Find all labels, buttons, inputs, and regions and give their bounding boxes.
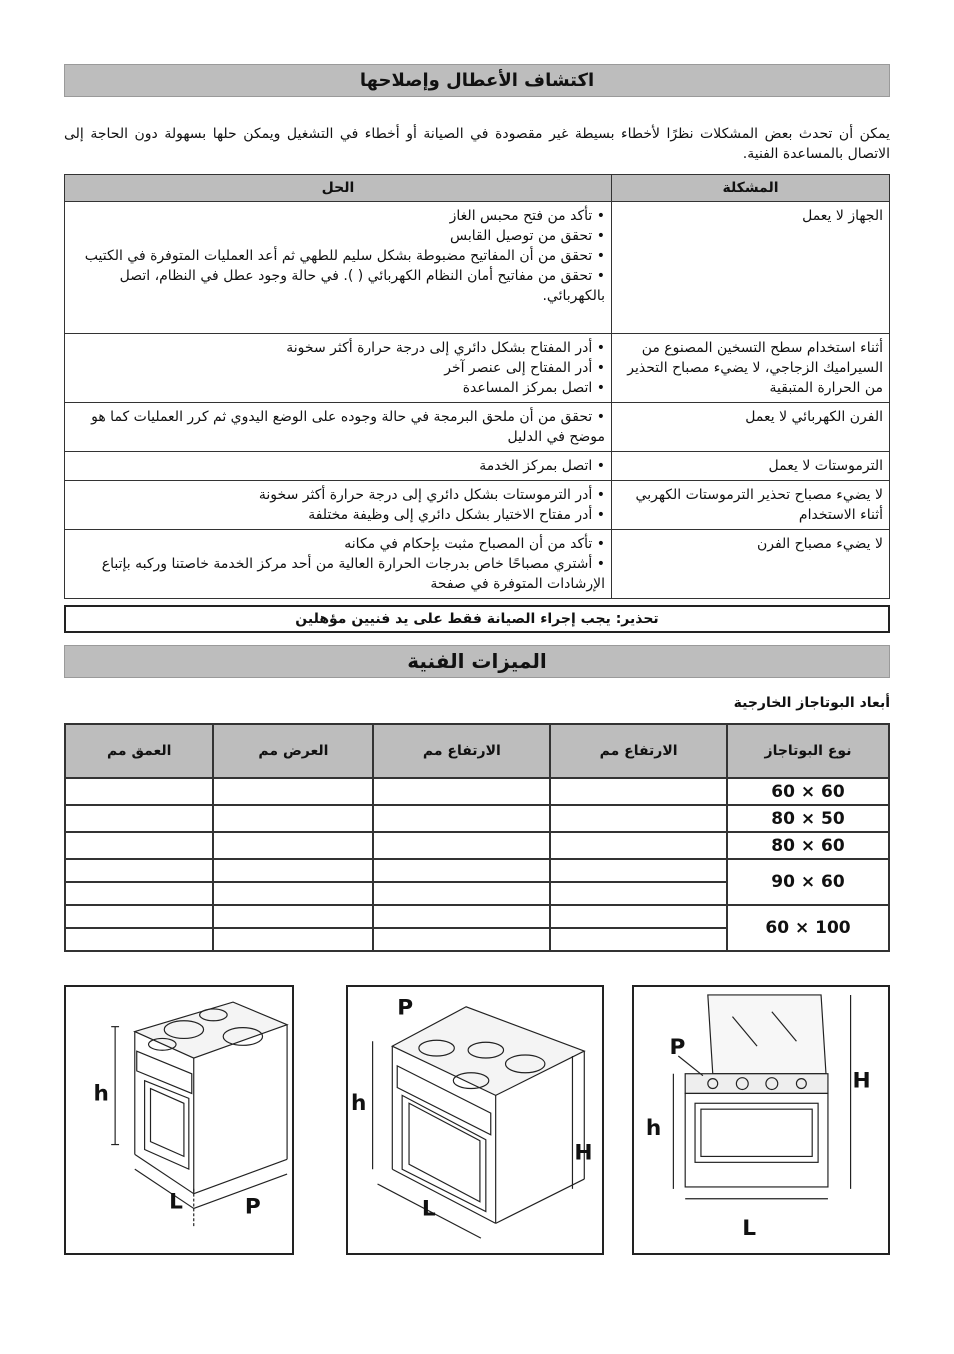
solution-cell bbox=[65, 452, 612, 481]
dims-cell bbox=[65, 859, 213, 882]
solution-header: الحل bbox=[65, 175, 612, 202]
solution-cell bbox=[65, 403, 612, 452]
fig3-depth-label: P bbox=[669, 1035, 686, 1061]
dims-cell bbox=[65, 882, 213, 905]
table-row bbox=[65, 805, 889, 832]
solution-line: • تأكد من أن المصباح مثبت بإحكام في مكانه bbox=[344, 536, 605, 552]
table-row bbox=[65, 530, 890, 599]
solution-cell bbox=[65, 530, 612, 599]
solution-line: • تحقق من مفاتيح أمان النظام الكهربائي ( ). في حالة وجود عطل في النظام، اتصل بالكهربائي. bbox=[119, 268, 605, 304]
solution-line: • أدر المفتاح بشكل دائري إلى درجة حرارة أكثر سخونة bbox=[286, 340, 605, 356]
dims-cell bbox=[550, 778, 727, 805]
fig2-total-height-label: H bbox=[574, 1140, 593, 1166]
fig2-height-label: h bbox=[350, 1091, 367, 1117]
cooker-figure-ceramic-wide bbox=[346, 985, 604, 1255]
dimensions-title: أبعاد البوتاجاز الخارجية bbox=[733, 695, 890, 711]
dims-cell bbox=[373, 882, 550, 905]
cooker-type: 50 × 80 bbox=[727, 805, 889, 832]
table-row bbox=[65, 334, 890, 403]
problem-cell: الفرن الكهربائي لا يعمل bbox=[612, 403, 890, 452]
cooker-type: 60 × 80 bbox=[727, 832, 889, 859]
dims-cell bbox=[550, 928, 727, 951]
cooker-drawing bbox=[634, 987, 888, 1253]
dims-cell bbox=[550, 805, 727, 832]
dims-cell bbox=[65, 778, 213, 805]
solution-line: • اتصل بمركز المساعدة bbox=[462, 380, 605, 396]
solution-line: • تحقق من أن ملحق البرمجة في حالة وجوده على الوضع اليدوي ثم كرر العمليات كما هو موضح في الدليل bbox=[91, 409, 605, 445]
dims-cell bbox=[65, 832, 213, 859]
solution-line: • اتصل بمركز الخدمة bbox=[479, 458, 605, 474]
dims-cell bbox=[213, 778, 373, 805]
dims-cell bbox=[213, 832, 373, 859]
problem-cell: الترموستات لا يعمل bbox=[612, 452, 890, 481]
dimensions-table bbox=[64, 723, 890, 952]
dims-cell bbox=[373, 905, 550, 928]
dims-cell bbox=[65, 805, 213, 832]
dims-cell bbox=[550, 882, 727, 905]
solution-cell bbox=[65, 481, 612, 530]
solution-line: • أشتري مصباحًا خاص بدرجات الحرارة العالية من أحد مركز الخدمة خاصتنا وركبه بإتباع الإرشادات المتوفرة في صفحة bbox=[101, 556, 605, 592]
problem-cell: لا يضيء مصباح الفرن bbox=[612, 530, 890, 599]
dims-cell bbox=[373, 859, 550, 882]
fig2-width-label: L bbox=[421, 1196, 436, 1222]
dims-cell bbox=[373, 805, 550, 832]
solution-cell bbox=[65, 334, 612, 403]
solution-line: • تحقق من أن المفاتيح مضبوطة بشكل سليم للطهي ثم أعد العمليات المتوفرة في الكتيب bbox=[84, 248, 605, 264]
problem-cell: أثناء استخدام سطح التسخين المصنوع من السيراميك الزجاجي، لا يضيء مصباح التحذير من الحرارة المتبقية bbox=[612, 334, 890, 403]
problem-header: المشكلة bbox=[612, 175, 890, 202]
dims-cell bbox=[213, 928, 373, 951]
dims-cell bbox=[550, 859, 727, 882]
dims-header-depth: العمق مم bbox=[65, 724, 213, 778]
dims-cell bbox=[550, 905, 727, 928]
fig1-width-label: L bbox=[169, 1189, 183, 1215]
cooker-drawing bbox=[348, 987, 602, 1253]
dims-cell bbox=[213, 859, 373, 882]
troubleshooting-table bbox=[64, 174, 890, 599]
dims-header-type: نوع البوتاجاز bbox=[727, 724, 889, 778]
cooker-figure-ceramic bbox=[64, 985, 294, 1255]
table-row bbox=[65, 481, 890, 530]
dims-cell bbox=[65, 905, 213, 928]
dims-cell bbox=[213, 905, 373, 928]
fig3-height-label: h bbox=[645, 1115, 662, 1141]
solution-line: • تأكد من فتح محبس الغاز bbox=[449, 208, 605, 224]
table-row bbox=[65, 832, 889, 859]
fig3-total-height-label: H bbox=[852, 1068, 871, 1094]
dims-cell bbox=[65, 928, 213, 951]
dims-header-height: الارتفاع مم bbox=[373, 724, 550, 778]
intro-paragraph: يمكن أن تحدث بعض المشكلات نظرًا لأخطاء بسيطة غير مقصودة في الصيانة أو أخطاء في التشغيل ويمكن حلها بسهولة دون الحاجة إلى الاتصال بالمساعدة الفنية. bbox=[64, 126, 890, 162]
table-row bbox=[65, 905, 889, 928]
cooker-type: 60 × 90 bbox=[727, 859, 889, 905]
fig2-depth-label: P bbox=[397, 995, 414, 1021]
table-row bbox=[65, 778, 889, 805]
maintenance-warning: تحذير: يجب إجراء الصيانة فقط على يد فنيين مؤهلين bbox=[64, 605, 890, 633]
problem-cell: لا يضيء مصباح تحذير الترموستات الكهربي أثناء الاستخدام bbox=[612, 481, 890, 530]
cooker-type: 100 × 60 bbox=[727, 905, 889, 951]
dims-cell bbox=[373, 928, 550, 951]
dims-cell bbox=[373, 778, 550, 805]
dims-header-width: العرض مم bbox=[213, 724, 373, 778]
dims-cell bbox=[213, 805, 373, 832]
table-row bbox=[65, 403, 890, 452]
cooker-figure-gas bbox=[632, 985, 890, 1255]
technical-features-heading: الميزات الفنية bbox=[64, 645, 890, 678]
solution-cell bbox=[65, 202, 612, 334]
dims-cell bbox=[550, 832, 727, 859]
table-row bbox=[65, 202, 890, 334]
fig1-height-label: h bbox=[93, 1081, 109, 1107]
solution-line: • أدر مفتاح الاختيار بشكل دائري إلى وظيفة مختلفة bbox=[308, 507, 605, 523]
cooker-type: 60 × 60 bbox=[727, 778, 889, 805]
dims-cell bbox=[213, 882, 373, 905]
solution-line: • أدر المفتاح إلى عنصر آخر bbox=[444, 360, 605, 376]
cooker-drawing bbox=[66, 987, 292, 1253]
troubleshooting-heading: اكتشاف الأعطال وإصلاحها bbox=[64, 64, 890, 97]
solution-line: • أدر الترموستات بشكل دائري إلى درجة حرارة أكثر سخونة bbox=[258, 487, 605, 503]
fig1-depth-label: P bbox=[244, 1194, 261, 1220]
fig3-width-label: L bbox=[742, 1216, 757, 1242]
solution-line: • تحقق من توصيل القابس bbox=[450, 228, 605, 244]
dims-cell bbox=[373, 832, 550, 859]
table-row bbox=[65, 452, 890, 481]
problem-cell: الجهاز لا يعمل bbox=[612, 202, 890, 334]
dims-header-height: الارتفاع مم bbox=[550, 724, 727, 778]
table-row bbox=[65, 859, 889, 882]
